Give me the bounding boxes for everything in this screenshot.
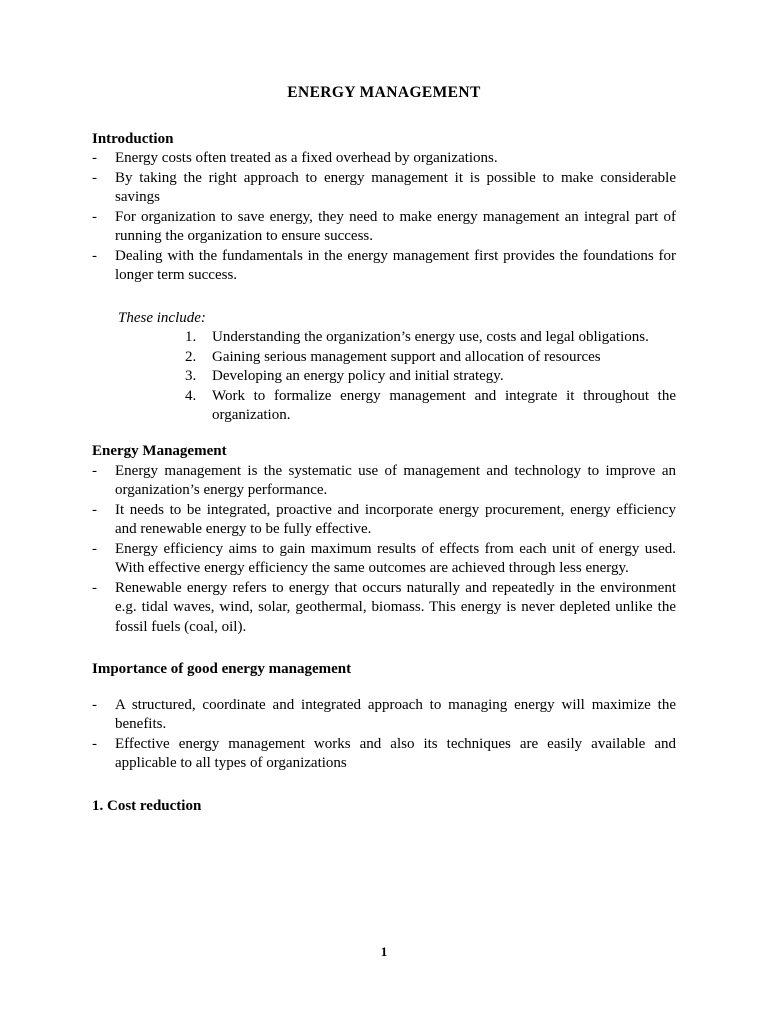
bullet-marker: - bbox=[92, 696, 97, 713]
list-item-text: Effective energy management works and also its techniques are easily available and applicable to all types of organizations bbox=[115, 735, 676, 772]
list-item-text: By taking the right approach to energy management it is possible to make considerable savings bbox=[115, 169, 676, 206]
list-item bbox=[92, 501, 676, 540]
bullet-marker: - bbox=[92, 208, 97, 225]
list-item bbox=[92, 579, 676, 638]
list-item bbox=[92, 462, 676, 501]
heading-introduction: Introduction bbox=[92, 130, 174, 147]
bullet-marker: - bbox=[92, 247, 97, 264]
list-item-text: Understanding the organization’s energy use, costs and legal obligations. bbox=[212, 329, 649, 346]
subheading-cost-reduction: 1. Cost reduction bbox=[92, 797, 202, 814]
bullet-marker: - bbox=[92, 169, 97, 186]
importance-bullet-list bbox=[92, 696, 676, 774]
list-item-text: Work to formalize energy management and integrate it throughout the organization. bbox=[212, 387, 676, 424]
spacer bbox=[92, 286, 676, 309]
list-item bbox=[185, 328, 676, 348]
bullet-marker: - bbox=[92, 735, 97, 752]
list-item-text: Energy management is the systematic use of management and technology to improve an organization’s energy performance. bbox=[115, 462, 676, 499]
spacer bbox=[92, 426, 676, 442]
list-item bbox=[92, 696, 676, 735]
introduction-numbered-list bbox=[92, 328, 676, 426]
list-item bbox=[185, 348, 676, 368]
list-item bbox=[92, 169, 676, 208]
bullet-marker: - bbox=[92, 150, 97, 167]
list-item-text: Renewable energy refers to energy that occurs naturally and repeatedly in the environment e.g. tidal waves, wind, solar, geothermal, biomass. This energy is never depleted unlike the fossil fuels (coal, oil). bbox=[115, 579, 676, 635]
spacer bbox=[92, 680, 676, 696]
list-item-number: 1. bbox=[185, 329, 197, 346]
list-item bbox=[92, 540, 676, 579]
list-item-text: Dealing with the fundamentals in the energy management first provides the foundations for longer term success. bbox=[115, 247, 676, 284]
bullet-marker: - bbox=[92, 501, 97, 518]
heading-energy-management: Energy Management bbox=[92, 442, 227, 459]
list-item bbox=[92, 735, 676, 774]
list-item bbox=[92, 208, 676, 247]
list-item-number: 4. bbox=[185, 387, 197, 404]
bullet-marker: - bbox=[92, 462, 97, 479]
page-content bbox=[92, 84, 676, 817]
list-item-text: For organization to save energy, they need to make energy management an integral part of running the organization to ensure success. bbox=[115, 208, 676, 245]
list-item-text: It needs to be integrated, proactive and incorporate energy procurement, energy efficiency and renewable energy to be fully effective. bbox=[115, 501, 676, 538]
list-item bbox=[185, 367, 676, 387]
list-item bbox=[92, 247, 676, 286]
list-item-text: Gaining serious management support and allocation of resources bbox=[212, 348, 601, 365]
energy-management-bullet-list bbox=[92, 462, 676, 638]
page-number: 1 bbox=[380, 944, 388, 959]
bullet-marker: - bbox=[92, 540, 97, 557]
spacer bbox=[92, 637, 676, 660]
list-item-text: Developing an energy policy and initial strategy. bbox=[212, 368, 504, 385]
spacer bbox=[92, 774, 676, 797]
list-item-number: 3. bbox=[185, 368, 197, 385]
list-item-number: 2. bbox=[185, 348, 197, 365]
list-item-text: Energy efficiency aims to gain maximum results of effects from each unit of energy used. With effective energy efficiency the same outcomes are achieved through less energy. bbox=[115, 540, 676, 577]
list-item bbox=[92, 149, 676, 169]
introduction-bullet-list bbox=[92, 149, 676, 286]
list-item bbox=[185, 387, 676, 426]
list-item-text: A structured, coordinate and integrated approach to managing energy will maximize the benefits. bbox=[115, 696, 676, 733]
list-item-text: Energy costs often treated as a fixed overhead by organizations. bbox=[115, 150, 498, 167]
document-title: ENERGY MANAGEMENT bbox=[287, 84, 481, 101]
bullet-marker: - bbox=[92, 579, 97, 596]
heading-importance: Importance of good energy management bbox=[92, 661, 352, 678]
lead-in-text: These include: bbox=[118, 309, 206, 326]
